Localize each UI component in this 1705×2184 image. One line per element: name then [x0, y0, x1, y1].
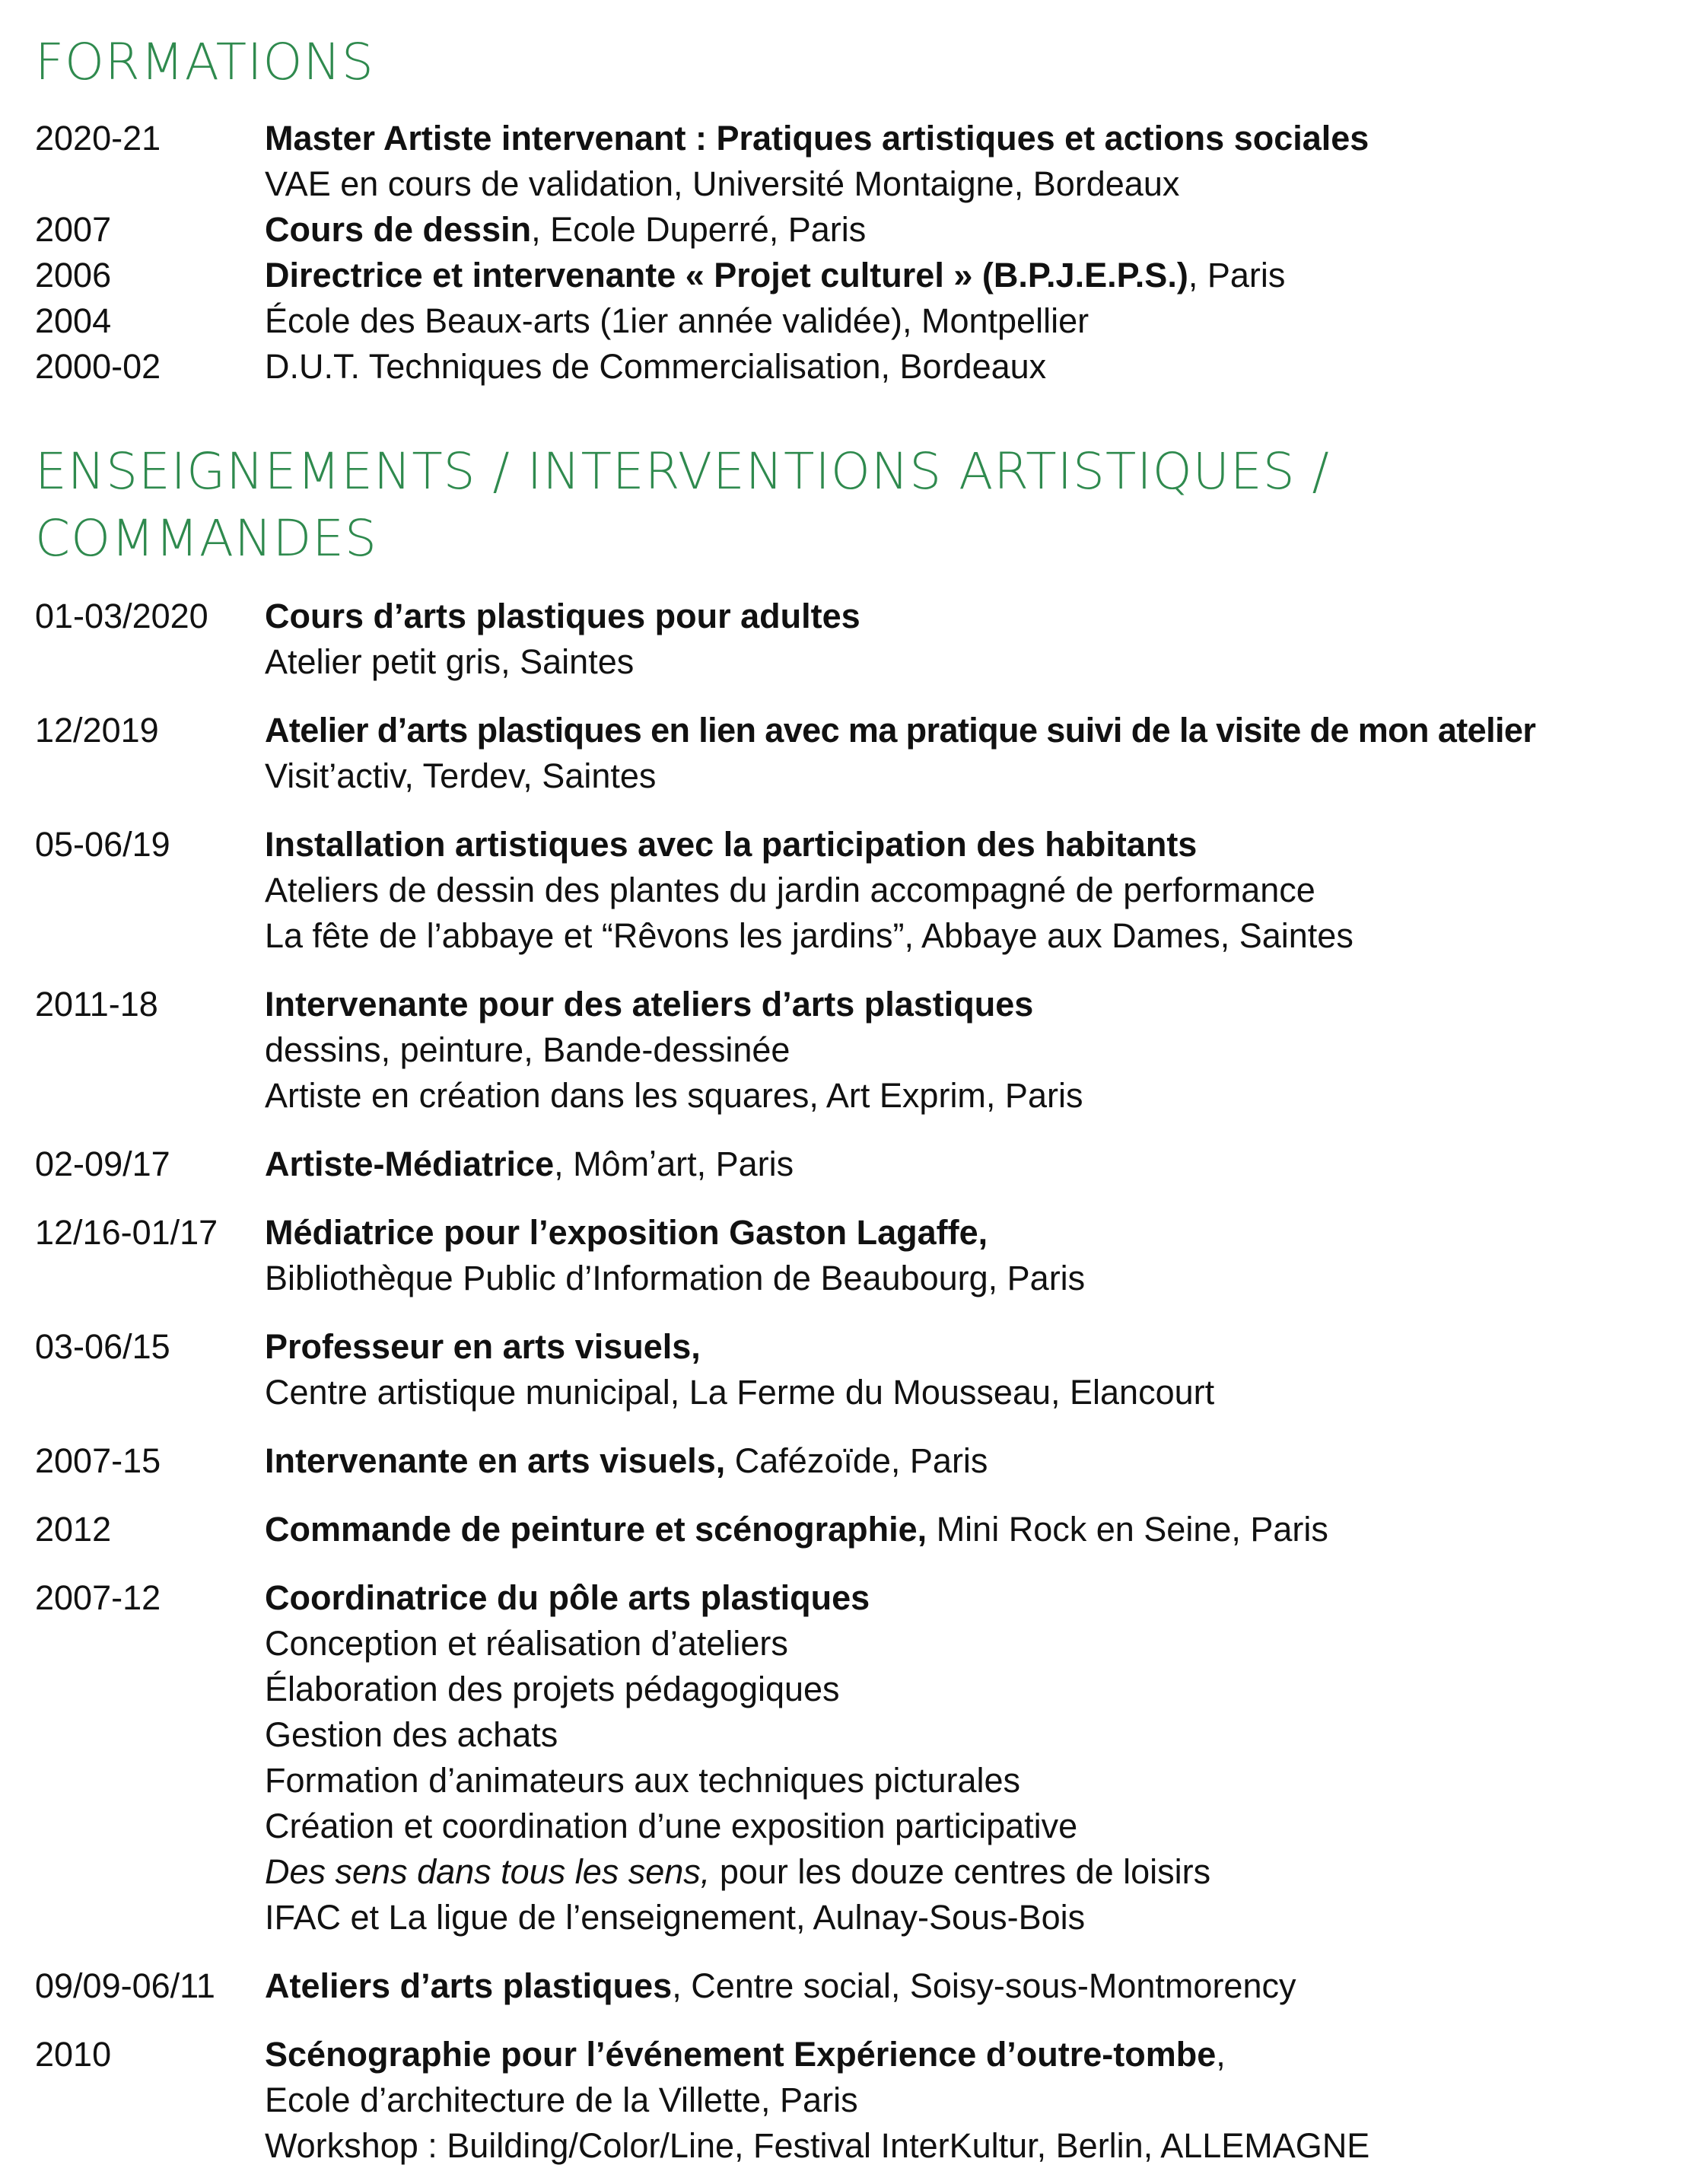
- teaching-entry: [35, 1963, 1686, 2009]
- entry-title: Cours de dessin: [265, 210, 532, 249]
- entry-title: Professeur en arts visuels,: [265, 1327, 701, 1366]
- formation-entry: [35, 298, 1686, 344]
- entry-title: Médiatrice pour l’exposition Gaston Lagaffe,: [265, 1213, 988, 1252]
- teaching-entry: [35, 708, 1686, 799]
- entry-date: 2007-12: [35, 1578, 161, 1617]
- entry-title: Intervenante en arts visuels,: [265, 1441, 726, 1480]
- entry-detail: ,: [1216, 2035, 1226, 2074]
- formation-entry: [35, 344, 1686, 390]
- teaching-entry: [35, 1210, 1686, 1301]
- entry-detail: VAE en cours de validation, Université Montaigne, Bordeaux: [265, 164, 1180, 203]
- entry-detail: Artiste en création dans les squares, Art Exprim, Paris: [265, 1076, 1083, 1115]
- entry-title: Directrice et intervenante « Projet culturel » (B.P.J.E.P.S.): [265, 256, 1188, 294]
- entry-date: 09/09-06/11: [35, 1966, 215, 2005]
- entry-detail: D.U.T. Techniques de Commercialisation, Bordeaux: [265, 347, 1047, 386]
- teaching-entry: [35, 1438, 1686, 1484]
- entry-date: 2012: [35, 1510, 112, 1549]
- entry-detail: IFAC et La ligue de l’enseignement, Aulnay-Sous-Bois: [265, 1898, 1086, 1937]
- section-title-enseignements: [35, 438, 1330, 572]
- entry-title: Artiste-Médiatrice: [265, 1145, 555, 1183]
- entry-detail: Élaboration des projets pédagogiques: [265, 1670, 840, 1708]
- formation-entry: [35, 116, 1686, 207]
- entry-detail: Atelier petit gris, Saintes: [265, 642, 635, 681]
- entry-detail: Mini Rock en Seine, Paris: [927, 1510, 1328, 1549]
- entry-title: Cours d’arts plastiques pour adultes: [265, 597, 860, 635]
- entry-date: 05-06/19: [35, 825, 170, 864]
- entry-date: 03-06/15: [35, 1327, 170, 1366]
- entry-detail: Gestion des achats: [265, 1715, 558, 1754]
- entry-date: 2004: [35, 301, 112, 340]
- teaching-entry: [35, 1141, 1686, 1187]
- entry-title: Atelier d’arts plastiques en lien avec ma pratique suivi de la visite de mon atelier: [265, 711, 1536, 750]
- entry-date: 2011-18: [35, 985, 158, 1024]
- entry-detail: Visit’activ, Terdev, Saintes: [265, 756, 657, 795]
- entry-detail: Workshop : Building/Color/Line, Festival InterKultur, Berlin, ALLEMAGNE: [265, 2126, 1370, 2165]
- entry-detail: , Ecole Duperré, Paris: [531, 210, 867, 249]
- entry-title: Commande de peinture et scénographie,: [265, 1510, 927, 1549]
- entry-date: 2010: [35, 2035, 112, 2074]
- entry-detail: Création et coordination d’une exposition participative: [265, 1807, 1078, 1845]
- entry-detail: , Centre social, Soisy-sous-Montmorency: [672, 1966, 1296, 2005]
- entry-title: Master Artiste intervenant : Pratiques artistiques et actions sociales: [265, 119, 1369, 158]
- entry-detail: La fête de l’abbaye et “Rêvons les jardins”, Abbaye aux Dames, Saintes: [265, 916, 1354, 955]
- entry-date: 12/16-01/17: [35, 1213, 218, 1252]
- teaching-entry: [35, 1575, 1686, 1940]
- entry-date: 2000-02: [35, 347, 161, 386]
- entry-detail: , Mômʼart, Paris: [554, 1145, 794, 1183]
- entry-title: Ateliers d’arts plastiques: [265, 1966, 673, 2005]
- teaching-entry: [35, 2032, 1686, 2169]
- entry-date: 02-09/17: [35, 1145, 170, 1183]
- entry-title: Installation artistiques avec la participation des habitants: [265, 825, 1198, 864]
- teaching-entry: [35, 1324, 1686, 1415]
- section-title-formations: FORMATIONS: [35, 33, 374, 91]
- entry-detail: Formation d’animateurs aux techniques picturales: [265, 1761, 1021, 1800]
- entry-detail: Ecole d’architecture de la Villette, Paris: [265, 2081, 858, 2119]
- entry-date: 01-03/2020: [35, 597, 208, 635]
- entry-detail: Bibliothèque Public d’Information de Beaubourg, Paris: [265, 1259, 1086, 1297]
- entry-date: 2020-21: [35, 119, 161, 158]
- teaching-entry: [35, 594, 1686, 685]
- teaching-entry: [35, 982, 1686, 1119]
- entry-date: 2006: [35, 256, 112, 294]
- entry-date: 2007: [35, 210, 112, 249]
- entry-detail: Centre artistique municipal, La Ferme du Mousseau, Elancourt: [265, 1373, 1215, 1412]
- entry-title: Scénographie pour l’événement Expérience d’outre-tombe: [265, 2035, 1217, 2074]
- entry-date: 2007-15: [35, 1441, 161, 1480]
- entry-title: Intervenante pour des ateliers d’arts plastiques: [265, 985, 1034, 1024]
- entry-date: 12/2019: [35, 711, 159, 750]
- entry-detail: pour les douze centres de loisirs: [710, 1852, 1211, 1891]
- entry-title: Coordinatrice du pôle arts plastiques: [265, 1578, 870, 1617]
- entry-detail: Cafézoïde, Paris: [725, 1441, 988, 1480]
- exhibition-title: Des sens dans tous les sens,: [265, 1852, 711, 1891]
- entry-detail: École des Beaux-arts (1ier année validée), Montpellier: [265, 301, 1089, 340]
- teaching-entry: [35, 822, 1686, 959]
- entry-detail: , Paris: [1188, 256, 1286, 294]
- entry-detail: dessins, peinture, Bande-dessinée: [265, 1030, 790, 1069]
- entry-detail: Ateliers de dessin des plantes du jardin accompagné de performance: [265, 871, 1315, 909]
- section-title-line: ENSEIGNEMENTS / INTERVENTIONS ARTISTIQUES /: [35, 442, 1330, 501]
- section-title-line: COMMANDES: [35, 509, 377, 568]
- formation-entry: [35, 207, 1686, 253]
- teaching-entry: [35, 1507, 1686, 1552]
- entry-detail: Conception et réalisation d’ateliers: [265, 1624, 788, 1663]
- formation-entry: [35, 253, 1686, 298]
